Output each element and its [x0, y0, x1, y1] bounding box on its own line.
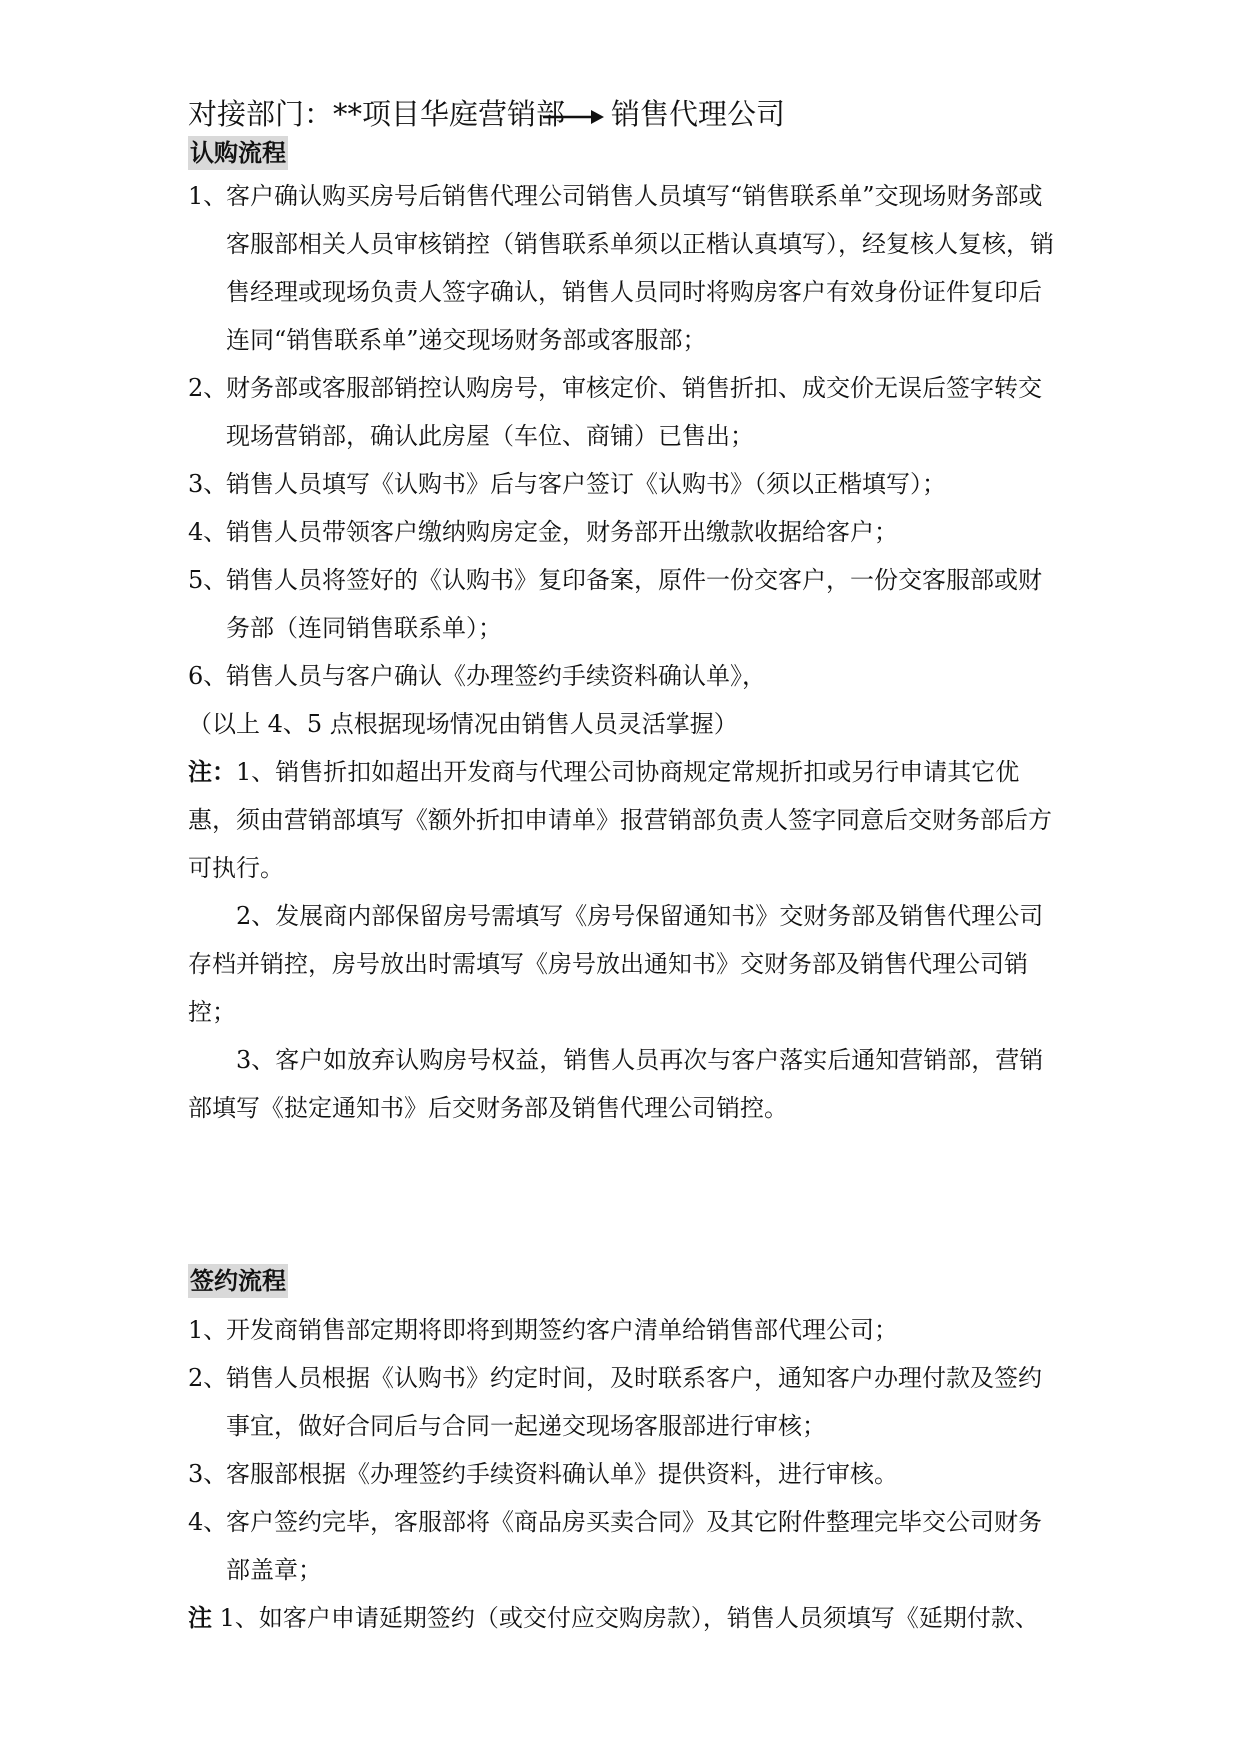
step-number: 6、: [188, 662, 228, 690]
arrow-right-icon: [543, 106, 605, 126]
note-paragraph: [188, 1594, 1060, 1642]
note-text: 1、销售折扣如超出开发商与代理公司协商规定常规折扣或另行申请其它优惠，须由营销部填写《额外折扣申请单》报营销部负责人签字同意后交财务部后方可执行。: [188, 758, 1052, 882]
step-number: 5、: [188, 566, 228, 594]
step-text: 客户签约完毕，客服部将《商品房买卖合同》及其它附件整理完毕交公司财务部盖章；: [226, 1508, 1042, 1584]
remark-text: （以上 4、5 点根据现场情况由销售人员灵活掌握）: [188, 710, 738, 738]
step-number: 1、: [188, 182, 228, 210]
step-text: 客服部根据《办理签约手续资料确认单》提供资料，进行审核。: [226, 1460, 898, 1488]
list-item: [188, 1450, 1060, 1498]
step-number: 2、: [188, 374, 228, 402]
subscription-steps: [188, 172, 1060, 1132]
note-label: 注：: [188, 757, 236, 786]
list-item: [188, 364, 1060, 460]
step-number: 3、: [188, 470, 228, 498]
step-number: 3、: [188, 1460, 228, 1488]
step-text: 销售人员填写《认购书》后与客户签订《认购书》（须以正楷填写）；: [226, 470, 946, 498]
note-text: 1、如客户申请延期签约（或交付应交购房款），销售人员须填写《延期付款、: [212, 1604, 1039, 1632]
list-item: [188, 652, 1060, 700]
note-paragraph: 3、客户如放弃认购房号权益，销售人员再次与客户落实后通知营销部，营销部填写《挞定通知书》后交财务部及销售代理公司销控。: [188, 1046, 1044, 1122]
step-text: 客户确认购买房号后销售代理公司销售人员填写“销售联系单”交现场财务部或客服部相关人员审核销控（销售联系单须以正楷认真填写），经复核人复核，销售经理或现场负责人签字确认，销售人员同时将购房客户有效身份证件复印后连同“销售联系单”递交现场财务部或客服部；: [226, 182, 1054, 354]
note-paragraph: [188, 748, 1060, 892]
signing-steps: [188, 1306, 1060, 1642]
department-header: [188, 92, 785, 136]
step-number: 1、: [188, 1316, 228, 1344]
header-source-department: 对接部门：**项目华庭营销部: [188, 97, 566, 131]
step-number: 2、: [188, 1364, 228, 1392]
step-number: 4、: [188, 518, 228, 546]
step-text: 销售人员根据《认购书》约定时间，及时联系客户，通知客户办理付款及签约事宜，做好合同后与合同一起递交现场客服部进行审核；: [226, 1364, 1042, 1440]
note-label: 注: [188, 1603, 212, 1632]
list-item: [188, 1354, 1060, 1450]
step-text: 财务部或客服部销控认购房号，审核定价、销售折扣、成交价无误后签字转交现场营销部，确认此房屋（车位、商铺）已售出；: [226, 374, 1042, 450]
list-item: [188, 508, 1060, 556]
list-item: [188, 556, 1060, 652]
list-item: [188, 1498, 1060, 1594]
list-item: [188, 1306, 1060, 1354]
list-item: [188, 172, 1060, 364]
step-text: 销售人员带领客户缴纳购房定金，财务部开出缴款收据给客户；: [226, 518, 898, 546]
subscription-section-title: 认购流程: [188, 136, 288, 170]
step-text: 开发商销售部定期将即将到期签约客户清单给销售部代理公司；: [226, 1316, 898, 1344]
list-item: [188, 460, 1060, 508]
signing-section-title: 签约流程: [188, 1264, 288, 1298]
step-number: 4、: [188, 1508, 228, 1536]
note-paragraph: 2、发展商内部保留房号需填写《房号保留通知书》交财务部及销售代理公司存档并销控，房号放出时需填写《房号放出通知书》交财务部及销售代理公司销控；: [188, 902, 1044, 1026]
header-target-department: 销售代理公司: [611, 97, 786, 131]
step-text: 销售人员将签好的《认购书》复印备案，原件一份交客户，一份交客服部或财务部（连同销售联系单）；: [226, 566, 1042, 642]
step-text: 销售人员与客户确认《办理签约手续资料确认单》，: [226, 662, 766, 690]
